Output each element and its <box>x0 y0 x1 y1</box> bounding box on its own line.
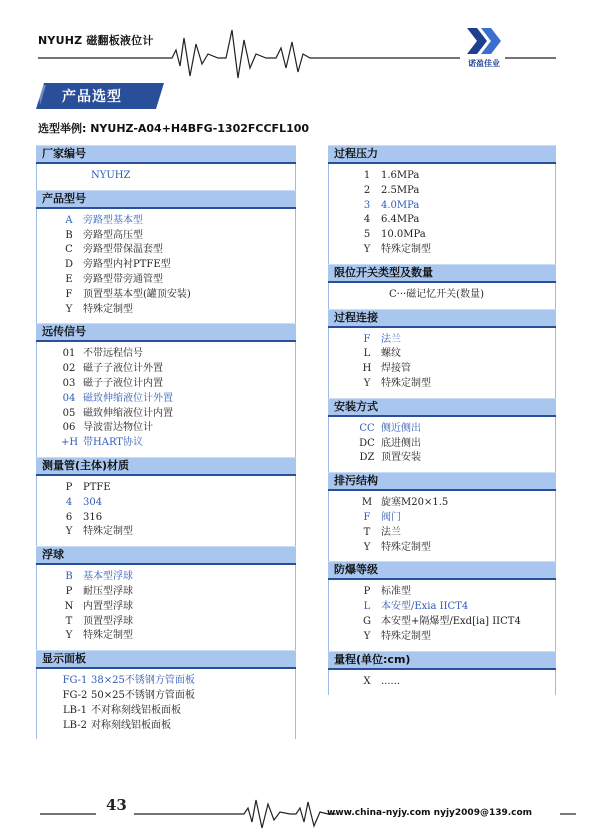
option-code: 2 <box>363 184 371 196</box>
option-section <box>42 145 296 190</box>
option-row <box>359 243 555 258</box>
option-description: 顶置型基本型(罐顶安装) <box>83 288 191 300</box>
option-code: X <box>363 675 371 687</box>
option-code: F <box>363 511 371 523</box>
option-row <box>61 214 295 229</box>
option-description: ...... <box>381 675 401 687</box>
option-section <box>328 561 556 650</box>
option-row <box>359 451 555 466</box>
section-heading: 测量管(主体)材质 <box>36 457 296 476</box>
option-code: Y <box>65 526 73 538</box>
option-row <box>359 362 555 377</box>
option-code: 4 <box>363 214 371 226</box>
section-heading: 过程连接 <box>328 309 556 328</box>
option-description: 导波雷达物位计 <box>83 422 153 434</box>
option-code: B <box>65 571 73 583</box>
option-row <box>359 675 555 690</box>
option-code: C <box>65 244 73 256</box>
option-code: M <box>361 497 373 509</box>
option-row <box>359 347 555 362</box>
option-code: D <box>64 259 74 271</box>
option-code: DC <box>359 437 375 449</box>
option-section <box>328 264 556 309</box>
section-body <box>328 164 556 264</box>
section-body <box>36 164 296 190</box>
option-code: 6 <box>65 511 73 523</box>
option-row <box>359 600 555 615</box>
section-heading: 限位开关类型及数量 <box>328 264 556 283</box>
option-row <box>61 615 295 630</box>
brand-title: NYUHZ 磁翻板液位计 <box>38 34 154 47</box>
option-code: Y <box>65 303 73 315</box>
option-row <box>61 229 295 244</box>
selection-example: 选型举例: NYUHZ-A04+H4BFG-1302FCCFL100 <box>38 122 310 135</box>
option-description: NYUHZ <box>91 170 131 181</box>
page-title: 产品选型 <box>62 89 122 105</box>
option-row <box>359 437 555 452</box>
option-row <box>61 704 295 719</box>
option-code: P <box>65 481 73 493</box>
option-description: PTFE <box>83 481 111 493</box>
option-description: 4.0MPa <box>381 199 420 211</box>
option-description: 螺纹 <box>381 348 401 360</box>
section-body <box>328 491 556 561</box>
option-code: 04 <box>62 392 76 404</box>
option-row <box>61 719 295 734</box>
section-body <box>36 669 296 739</box>
option-row <box>359 511 555 526</box>
option-code: 03 <box>62 377 76 389</box>
option-description: 10.0MPa <box>381 229 426 241</box>
option-section <box>42 323 296 457</box>
option-code: 06 <box>62 422 76 434</box>
option-code: 1 <box>363 170 371 181</box>
option-row <box>359 199 555 214</box>
option-description: 磁子子液位计外置 <box>83 363 163 375</box>
section-body <box>328 670 556 696</box>
option-description: 对称刻线铝板面板 <box>91 719 171 731</box>
section-heading: 厂家编号 <box>36 145 296 164</box>
section-body <box>328 328 556 398</box>
section-heading: 安装方式 <box>328 398 556 417</box>
option-row <box>359 228 555 243</box>
option-code: L <box>363 348 371 360</box>
option-code: DZ <box>359 452 375 464</box>
option-description: 耐压型浮球 <box>83 585 133 597</box>
option-description: 法兰 <box>381 333 401 345</box>
option-code: 3 <box>363 199 371 211</box>
option-code: LB-1 <box>63 704 87 716</box>
section-body <box>328 283 556 309</box>
option-row <box>359 377 555 392</box>
section-heading: 过程压力 <box>328 145 556 164</box>
option-description: 磁致伸缩液位计内置 <box>83 407 173 419</box>
option-code: 02 <box>62 363 76 375</box>
option-code: F <box>65 288 73 300</box>
option-description: 304 <box>83 496 103 508</box>
option-row <box>61 600 295 615</box>
option-code: Y <box>363 541 371 553</box>
option-row <box>359 169 555 184</box>
option-code: P <box>363 586 371 598</box>
option-description: 特殊定制型 <box>381 243 431 255</box>
option-code: P <box>65 585 73 597</box>
option-code: Y <box>363 377 371 389</box>
header-waveform <box>0 20 594 80</box>
option-description: 特殊定制型 <box>83 630 133 642</box>
option-section <box>42 650 296 739</box>
option-row <box>359 585 555 600</box>
option-section <box>42 546 296 650</box>
section-body <box>328 580 556 650</box>
option-description: 旋塞M20×1.5 <box>381 497 449 509</box>
option-code: Y <box>363 630 371 642</box>
option-row <box>359 630 555 645</box>
section-heading: 浮球 <box>36 546 296 565</box>
option-row <box>61 303 295 318</box>
option-row <box>61 273 295 288</box>
option-row <box>61 689 295 704</box>
option-description: 旁路型内衬PTFE型 <box>83 259 171 271</box>
option-row <box>359 526 555 541</box>
option-code: Y <box>65 630 73 642</box>
option-description: 38×25不锈钢方管面板 <box>91 675 195 687</box>
option-section <box>328 398 556 472</box>
option-code: H <box>362 363 372 375</box>
option-description: 旁路型高压型 <box>83 229 143 241</box>
option-row <box>359 615 555 630</box>
section-body <box>36 342 296 457</box>
option-description: 50×25不锈钢方管面板 <box>91 689 195 701</box>
option-row <box>359 422 555 437</box>
option-row <box>359 496 555 511</box>
option-code: CC <box>359 422 375 434</box>
option-description: 2.5MPa <box>381 184 420 196</box>
option-description: 法兰 <box>381 526 401 538</box>
option-description: 本安型+隔爆型/Exd[ia] IICT4 <box>381 615 521 627</box>
option-row <box>359 184 555 199</box>
option-description: 侧近侧出 <box>381 422 421 434</box>
option-code: Y <box>363 243 371 255</box>
option-code: FG-2 <box>62 689 88 701</box>
option-row <box>61 496 295 511</box>
option-row <box>61 421 295 436</box>
option-code: T <box>65 615 73 627</box>
option-row <box>61 674 295 689</box>
option-description: 本安型/Exia IICT4 <box>381 601 469 613</box>
option-code: T <box>363 526 371 538</box>
option-row <box>359 213 555 228</box>
option-description: 顶置型浮球 <box>83 615 133 627</box>
section-heading: 防爆等级 <box>328 561 556 580</box>
option-row <box>61 288 295 303</box>
section-heading: 远传信号 <box>36 323 296 342</box>
option-description: C···磁记忆开关(数量) <box>389 288 484 300</box>
option-description: 基本型浮球 <box>83 571 133 583</box>
option-row <box>61 525 295 540</box>
option-code: G <box>363 615 371 627</box>
option-code: L <box>363 601 371 613</box>
option-row <box>61 407 295 422</box>
option-description: 顶置安装 <box>381 452 421 464</box>
option-row <box>61 362 295 377</box>
option-row <box>61 258 295 273</box>
option-code: E <box>65 273 73 285</box>
option-row <box>359 333 555 348</box>
option-section <box>42 190 296 324</box>
option-row <box>61 481 295 496</box>
section-heading: 量程(单位:cm) <box>328 651 556 670</box>
option-code: F <box>363 333 371 345</box>
option-row <box>61 511 295 526</box>
option-description: 不对称刻线铝板面板 <box>91 704 181 716</box>
option-description: 旁路型带旁通管型 <box>83 273 163 285</box>
option-section <box>328 145 556 264</box>
option-description: 特殊定制型 <box>381 377 431 389</box>
option-row <box>61 243 295 258</box>
option-row <box>61 436 295 451</box>
option-row <box>359 288 555 303</box>
section-body <box>36 565 296 650</box>
option-description: 焊接管 <box>381 363 411 375</box>
option-code: 01 <box>62 348 76 360</box>
option-description: 特殊定制型 <box>381 541 431 553</box>
page-number: 43 <box>106 796 127 814</box>
option-code: 5 <box>363 229 371 241</box>
option-description: 1.6MPa <box>381 170 420 181</box>
option-description: 旁路型带保温套型 <box>83 244 163 256</box>
section-body <box>36 209 296 324</box>
option-description: 磁致伸缩液位计外置 <box>83 392 173 404</box>
option-row <box>61 392 295 407</box>
option-code: 05 <box>62 407 76 419</box>
option-code: +H <box>61 437 79 449</box>
option-description: 内置型浮球 <box>83 600 133 612</box>
option-description: 磁子子液位计内置 <box>83 377 163 389</box>
option-code: LB-2 <box>63 719 87 731</box>
option-row <box>61 570 295 585</box>
option-row <box>61 347 295 362</box>
option-row <box>61 169 295 184</box>
option-description: 特殊定制型 <box>83 526 133 538</box>
option-row <box>359 541 555 556</box>
brand-logo-icon <box>463 24 503 58</box>
option-code: A <box>65 214 73 226</box>
option-section <box>42 457 296 546</box>
section-body <box>328 417 556 472</box>
option-description: 阀门 <box>381 511 401 523</box>
option-code: N <box>64 600 74 612</box>
option-row <box>61 585 295 600</box>
option-description: 特殊定制型 <box>381 630 431 642</box>
option-section <box>328 651 556 696</box>
footer-contact: www.china-nyjy.com nyjy2009@139.com <box>327 808 533 818</box>
option-row <box>61 377 295 392</box>
option-section <box>328 309 556 398</box>
option-description: 带HART协议 <box>83 437 143 449</box>
section-body <box>36 476 296 546</box>
option-code: 4 <box>65 496 73 508</box>
option-code: B <box>65 229 73 241</box>
option-description: 不带远程信号 <box>83 348 143 360</box>
option-section <box>328 472 556 561</box>
option-description: 特殊定制型 <box>83 303 133 315</box>
brand-logo-text: 诺盈佳业 <box>468 59 500 68</box>
section-heading: 显示面板 <box>36 650 296 669</box>
left-column <box>42 145 296 739</box>
section-heading: 排污结构 <box>328 472 556 491</box>
right-column <box>328 145 556 695</box>
option-description: 316 <box>83 511 103 523</box>
option-description: 旁路型基本型 <box>83 214 143 226</box>
option-description: 6.4MPa <box>381 214 420 226</box>
section-heading: 产品型号 <box>36 190 296 209</box>
option-description: 标准型 <box>381 586 411 598</box>
option-row <box>61 629 295 644</box>
option-code: FG-1 <box>62 675 88 687</box>
option-description: 底进侧出 <box>381 437 421 449</box>
